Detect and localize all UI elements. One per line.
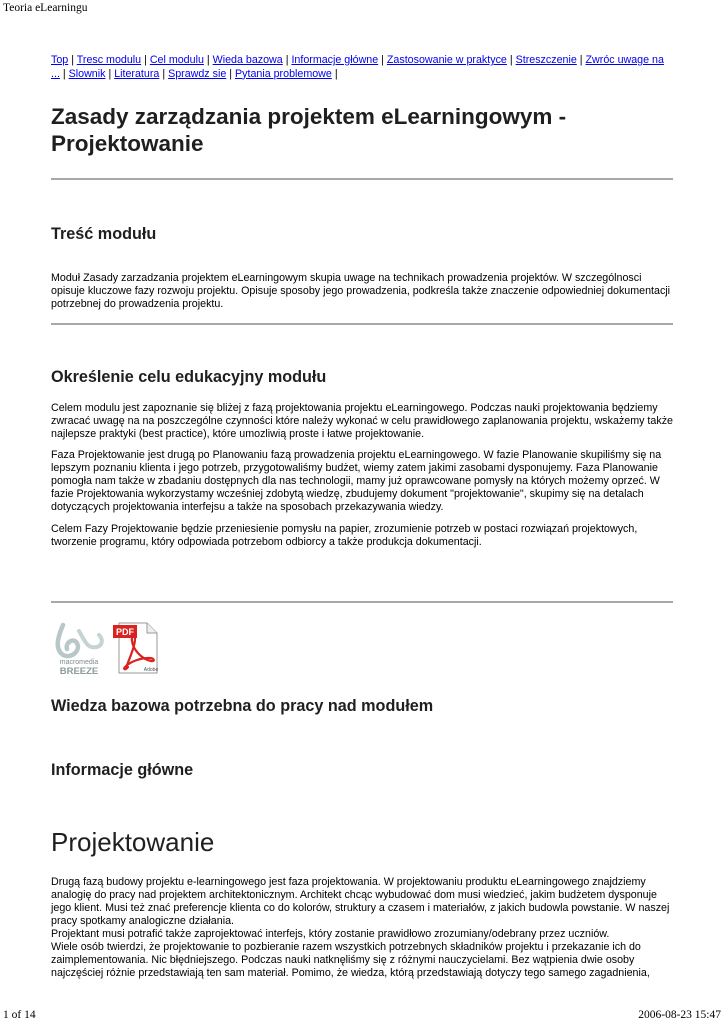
nav-separator: | [105, 67, 115, 80]
pdf-badge-label: PDF [116, 627, 134, 637]
nav-separator: | [159, 67, 169, 80]
module-nav [51, 54, 673, 81]
page-number: 1 of 14 [3, 1009, 36, 1021]
nav-separator: | [68, 54, 77, 66]
cel-paragraph-3: Celem Fazy Projektowanie będzie przeniesienie pomysłu na papier, zrozumienie potrzeb w postaci rozwiązań projektowych, tworzenie programu, który odpowiada potrzebom odbiorcy a także produkcja dokumentacji. [51, 523, 638, 548]
macromedia-breeze-icon[interactable] [51, 619, 107, 677]
section-heading-tresc: Treść modułu [51, 225, 157, 243]
pdf-icon[interactable] [111, 621, 161, 675]
nav-link-pytania[interactable]: Pytania problemowe [235, 67, 332, 80]
tresc-paragraph: Moduł Zasady zarzadzania projektem eLearningowym skupia uwage na technikach prowadzenia projektów. W szczególnosci opisuje kluczowe fazy rozwoju projektu. Opisuje sposoby jego prowadzenia, podkreśla także znaczenie odpowiedniej dokumentacji potrzebnej do prowadzenia projektu. [51, 272, 671, 310]
section-heading-cel: Określenie celu edukacyjny modułu [51, 368, 327, 386]
projektowanie-paragraph-3: Wiele osób twierdzi, że projektowanie to pozbieranie razem wszystkich potrzebnych składników projektu i przekazanie ich do zaimplementowania. Nic błędniejszego. Podczas nauki natknęliśmy się z różnymi nauczycielami. Bez wątpienia dwie osoby najczęściej różnie przedstawiają ten sam materiał. Pomimo, że wiedza, którą przedstawiają dotyczy tego samego zagadnienia, [51, 941, 650, 979]
divider [51, 601, 673, 603]
nav-separator: | [59, 67, 69, 80]
divider [51, 178, 673, 180]
media-icons [51, 619, 673, 677]
nav-link-wiedza[interactable]: Wieda bazowa [212, 54, 283, 66]
nav-separator: | [576, 54, 586, 66]
section-heading-wiedza: Wiedza bazowa potrzebna do pracy nad modułem [51, 697, 434, 715]
nav-separator: | [506, 54, 516, 66]
nav-link-tresc[interactable]: Tresc modulu [76, 54, 142, 66]
nav-link-zwroc-uwage[interactable]: Zwróc uwage na ... [51, 54, 664, 80]
nav-separator: | [282, 54, 292, 66]
print-header: Teoria eLearningu [3, 2, 88, 14]
nav-link-literatura[interactable]: Literatura [114, 67, 160, 80]
nav-separator: | [226, 67, 235, 80]
section-heading-projektowanie: Projektowanie [51, 827, 215, 857]
cel-paragraph-2: Faza Projektowanie jest drugą po Planowaniu fazą prowadzenia projektu eLearningowego. W fazie Planowanie skupiliśmy się na lepszym poznaniu klienta i jego potrzeb, przygotowaliśmy budżet, wiemy zatem jakimi zasobami dysponujemy. Faza Planowanie pomogła nam także w zbadaniu dostępnych dla nas technologii, mamy już oprawcowane pomysły na których możemy oprzeć. W fazie Projektowania wykorzystamy wcześniej zdobytą wiedzę, zbudujemy dokument "projektowanie", skupimy się na detalach dotyczących projektowania interfejsu a także na sposobach przekazywania wiedzy. [51, 449, 662, 513]
page-title [51, 103, 673, 157]
nav-link-cel[interactable]: Cel modulu [149, 54, 204, 66]
print-datetime: 2006-08-23 15:47 [638, 1009, 721, 1021]
nav-link-sprawdz[interactable]: Sprawdz sie [168, 67, 227, 80]
nav-separator: | [378, 54, 387, 66]
breeze-caption-2: BREEZE [59, 666, 99, 677]
nav-link-top[interactable]: Top [51, 54, 69, 66]
pdf-brand-label: Adobe [143, 667, 159, 673]
page-title-line2: Projektowanie [51, 131, 204, 156]
page-content [51, 54, 673, 980]
cel-paragraph-1: Celem modulu jest zapoznanie się bliżej z fazą projektowania projektu eLearningowego. Podczas nauki projektowania będziemy zwracać uwagę na na poszczególne czynności które należy wykonać w celu prawidłowego zaplanowania projektu, wskażemy także najlepsze praktyki (best practice), które umozliwią proste i łatwe projektowanie. [51, 402, 673, 440]
nav-link-slownik[interactable]: Slownik [68, 67, 106, 80]
page-title-line1: Zasady zarządzania projektem eLearningowym - [51, 104, 567, 129]
nav-separator: | [141, 54, 150, 66]
nav-separator: | [203, 54, 213, 66]
divider [51, 323, 673, 325]
section-heading-informacje: Informacje główne [51, 761, 194, 779]
nav-separator: | [331, 67, 338, 80]
nav-link-informacje[interactable]: Informacje główne [291, 54, 379, 66]
breeze-caption-1: macromedia [59, 659, 99, 666]
projektowanie-paragraph-2: Projektant musi potrafić także zaprojektować interfejs, który zostanie prawidłowo zrozumiany/odebrany przez uczniów. [51, 928, 610, 940]
projektowanie-paragraph-1: Drugą fazą budowy projektu e-learningowego jest faza projektowania. W projektowaniu produktu eLearningowego znajdziemy analogię do pracy nad projektem architektonicznym. Architekt chcąc wybudować dom musi wiedzieć, jakim budżetem dysponuje jego klient. Musi też znać preferencje klienta co do kolorów, struktury a czasem i materiałów, z jakich budowla powstanie. W naszej pracy spotkamy analogiczne działania. [51, 876, 670, 927]
nav-link-streszczenie[interactable]: Streszczenie [515, 54, 577, 66]
nav-link-zastosowanie[interactable]: Zastosowanie w praktyce [386, 54, 507, 66]
